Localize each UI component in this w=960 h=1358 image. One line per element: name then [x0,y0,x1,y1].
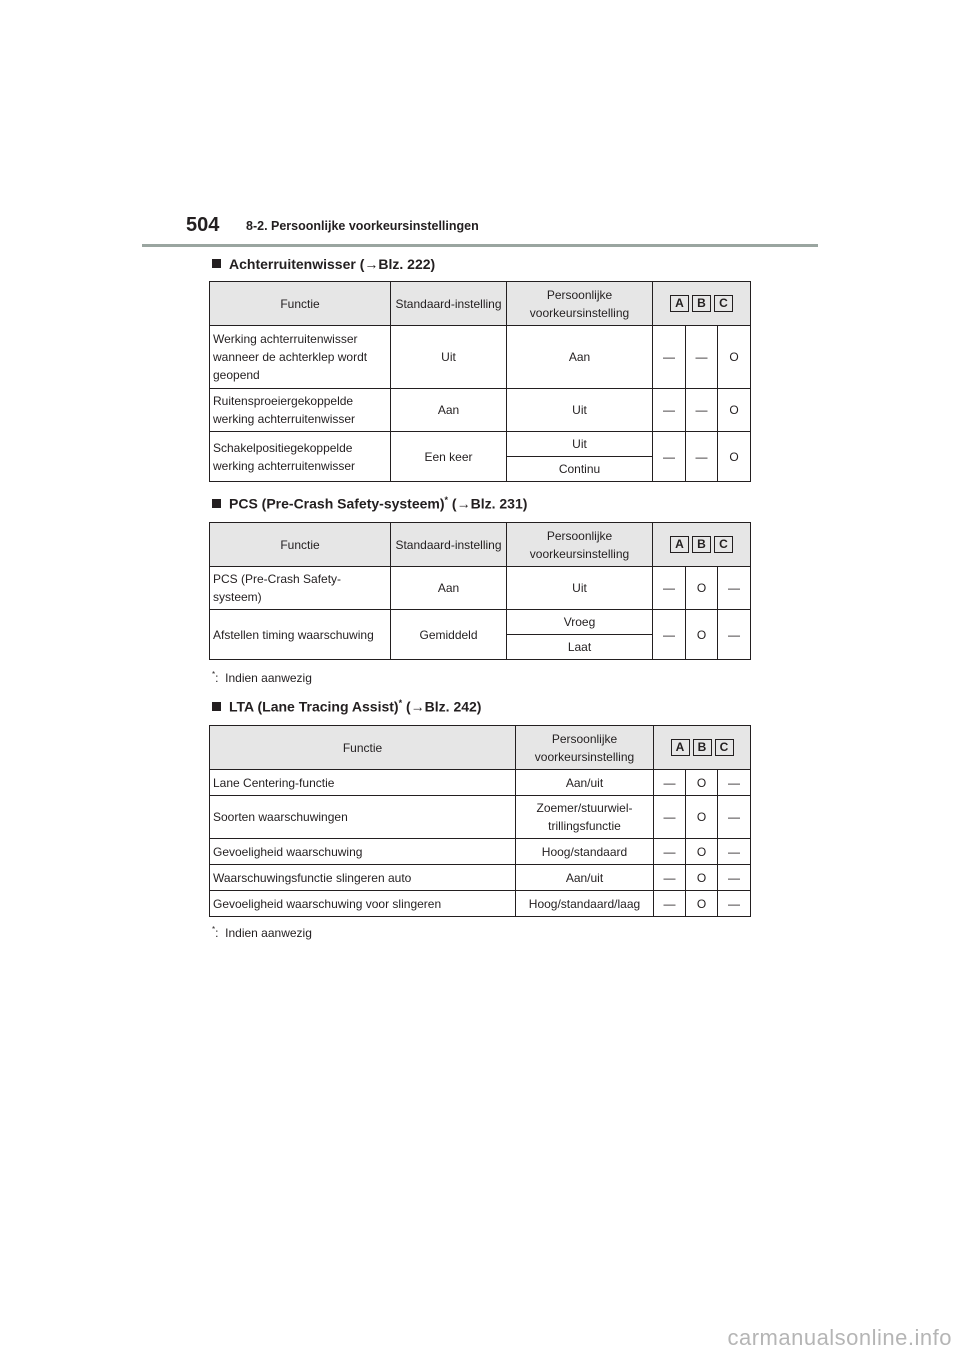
column-header: Persoonlijke voorkeursinstelling [507,282,653,326]
method-c-cell: — [718,610,751,660]
method-c-box: C [715,739,734,756]
method-c-cell: — [718,796,751,839]
table-row [210,796,751,839]
pcs-table [209,522,751,660]
method-a-box: A [670,536,689,553]
default-cell: Uit [391,326,507,389]
footnote-text: Indien aanwezig [225,926,312,940]
page-reference: (→Blz. 231) [448,495,528,512]
table-row [210,770,751,796]
method-b-cell: O [686,796,718,839]
square-bullet-icon [212,259,221,268]
method-a-box: A [671,739,690,756]
table-row [210,839,751,865]
custom-cell: Aan/uit [516,770,654,796]
rear-wiper-table [209,281,751,482]
custom-cell: Aan/uit [516,865,654,891]
custom-cell: Zoemer/stuurwiel-trillingsfunctie [516,796,654,839]
default-cell: Een keer [391,432,507,482]
footnote: *: Indien aanwezig [212,670,312,685]
default-cell: Aan [391,567,507,610]
method-b-box: B [693,739,712,756]
custom-cell: Vroeg [507,610,653,635]
method-b-cell: O [686,610,718,660]
method-a-cell: — [654,865,686,891]
section-heading-rear-wiper [212,256,435,272]
lta-table [209,725,751,917]
method-b-cell: — [686,389,718,432]
column-header: Standaard-instelling [391,523,507,567]
function-cell: Gevoeligheid waarschuwing [210,839,516,865]
column-header: Standaard-instelling [391,282,507,326]
table-row [210,432,751,457]
method-c-cell: O [718,432,751,482]
footnote-marker: * [444,495,449,505]
function-cell: PCS (Pre-Crash Safety-systeem) [210,567,391,610]
footnote: *: Indien aanwezig [212,925,312,940]
custom-cell: Aan [507,326,653,389]
method-b-cell: O [686,567,718,610]
function-cell: Lane Centering-functie [210,770,516,796]
function-cell: Werking achterruitenwisser wanneer de achterklep wordt geopend [210,326,391,389]
table-header-row [210,523,751,567]
custom-cell: Uit [507,389,653,432]
column-header: Functie [210,523,391,567]
method-a-cell: — [653,610,686,660]
footnote-text: Indien aanwezig [225,671,312,685]
method-a-cell: — [654,770,686,796]
method-a-cell: — [653,389,686,432]
square-bullet-icon [212,499,221,508]
method-c-cell: — [718,567,751,610]
method-c-cell: — [718,865,751,891]
section-heading-pcs [212,495,527,512]
footnote-marker: * [212,925,216,934]
default-cell: Gemiddeld [391,610,507,660]
table-row [210,389,751,432]
section-title: PCS (Pre-Crash Safety-systeem) [229,495,445,512]
custom-cell: Continu [507,457,653,482]
column-header: Persoonlijke voorkeursinstelling [516,726,654,770]
chapter-title: 8-2. Persoonlijke voorkeursinstellingen [246,219,479,233]
table-header-row [210,282,751,326]
method-c-box: C [714,536,733,553]
method-b-cell: O [686,770,718,796]
footnote-marker: * [398,698,403,708]
section-heading-lta [212,698,481,715]
method-a-cell: — [654,891,686,917]
method-b-cell: O [686,891,718,917]
method-b-cell: — [686,326,718,389]
column-header: Functie [210,282,391,326]
function-cell: Schakelpositiegekoppelde werking achterruitenwisser [210,432,391,482]
watermark: carmanualsonline.info [727,1325,952,1350]
abc-header [653,523,751,567]
method-a-cell: — [654,839,686,865]
method-c-box: C [714,295,733,312]
column-header: Persoonlijke voorkeursinstelling [507,523,653,567]
method-a-cell: — [653,326,686,389]
page-reference: (→Blz. 242) [402,698,482,715]
table-row [210,610,751,635]
function-cell: Gevoeligheid waarschuwing voor slingeren [210,891,516,917]
method-b-cell: — [686,432,718,482]
table-row [210,865,751,891]
header-divider [142,244,818,247]
default-cell: Aan [391,389,507,432]
method-c-cell: O [718,326,751,389]
function-cell: Waarschuwingsfunctie slingeren auto [210,865,516,891]
method-c-cell: — [718,770,751,796]
custom-cell: Hoog/standaard/laag [516,891,654,917]
function-cell: Soorten waarschuwingen [210,796,516,839]
custom-cell: Uit [507,567,653,610]
custom-cell: Laat [507,635,653,660]
abc-header [654,726,751,770]
method-c-cell: — [718,839,751,865]
page-reference: →Blz. 222) [364,256,436,272]
section-title: LTA (Lane Tracing Assist) [229,698,399,715]
method-a-cell: — [654,796,686,839]
footnote-marker: * [212,670,216,679]
method-a-cell: — [653,432,686,482]
abc-header [653,282,751,326]
method-a-cell: — [653,567,686,610]
method-c-cell: O [718,389,751,432]
method-b-box: B [692,536,711,553]
function-cell: Afstellen timing waarschuwing [210,610,391,660]
function-cell: Ruitensproeiergekoppelde werking achterruitenwisser [210,389,391,432]
custom-cell: Uit [507,432,653,457]
square-bullet-icon [212,702,221,711]
page-number: 504 [186,214,220,236]
column-header: Functie [210,726,516,770]
method-b-cell: O [686,839,718,865]
table-header-row [210,726,751,770]
method-a-box: A [670,295,689,312]
method-c-cell: — [718,891,751,917]
table-row [210,567,751,610]
custom-cell: Hoog/standaard [516,839,654,865]
table-row [210,891,751,917]
method-b-box: B [692,295,711,312]
method-b-cell: O [686,865,718,891]
section-title: Achterruitenwisser ( [229,256,365,272]
table-row [210,326,751,389]
